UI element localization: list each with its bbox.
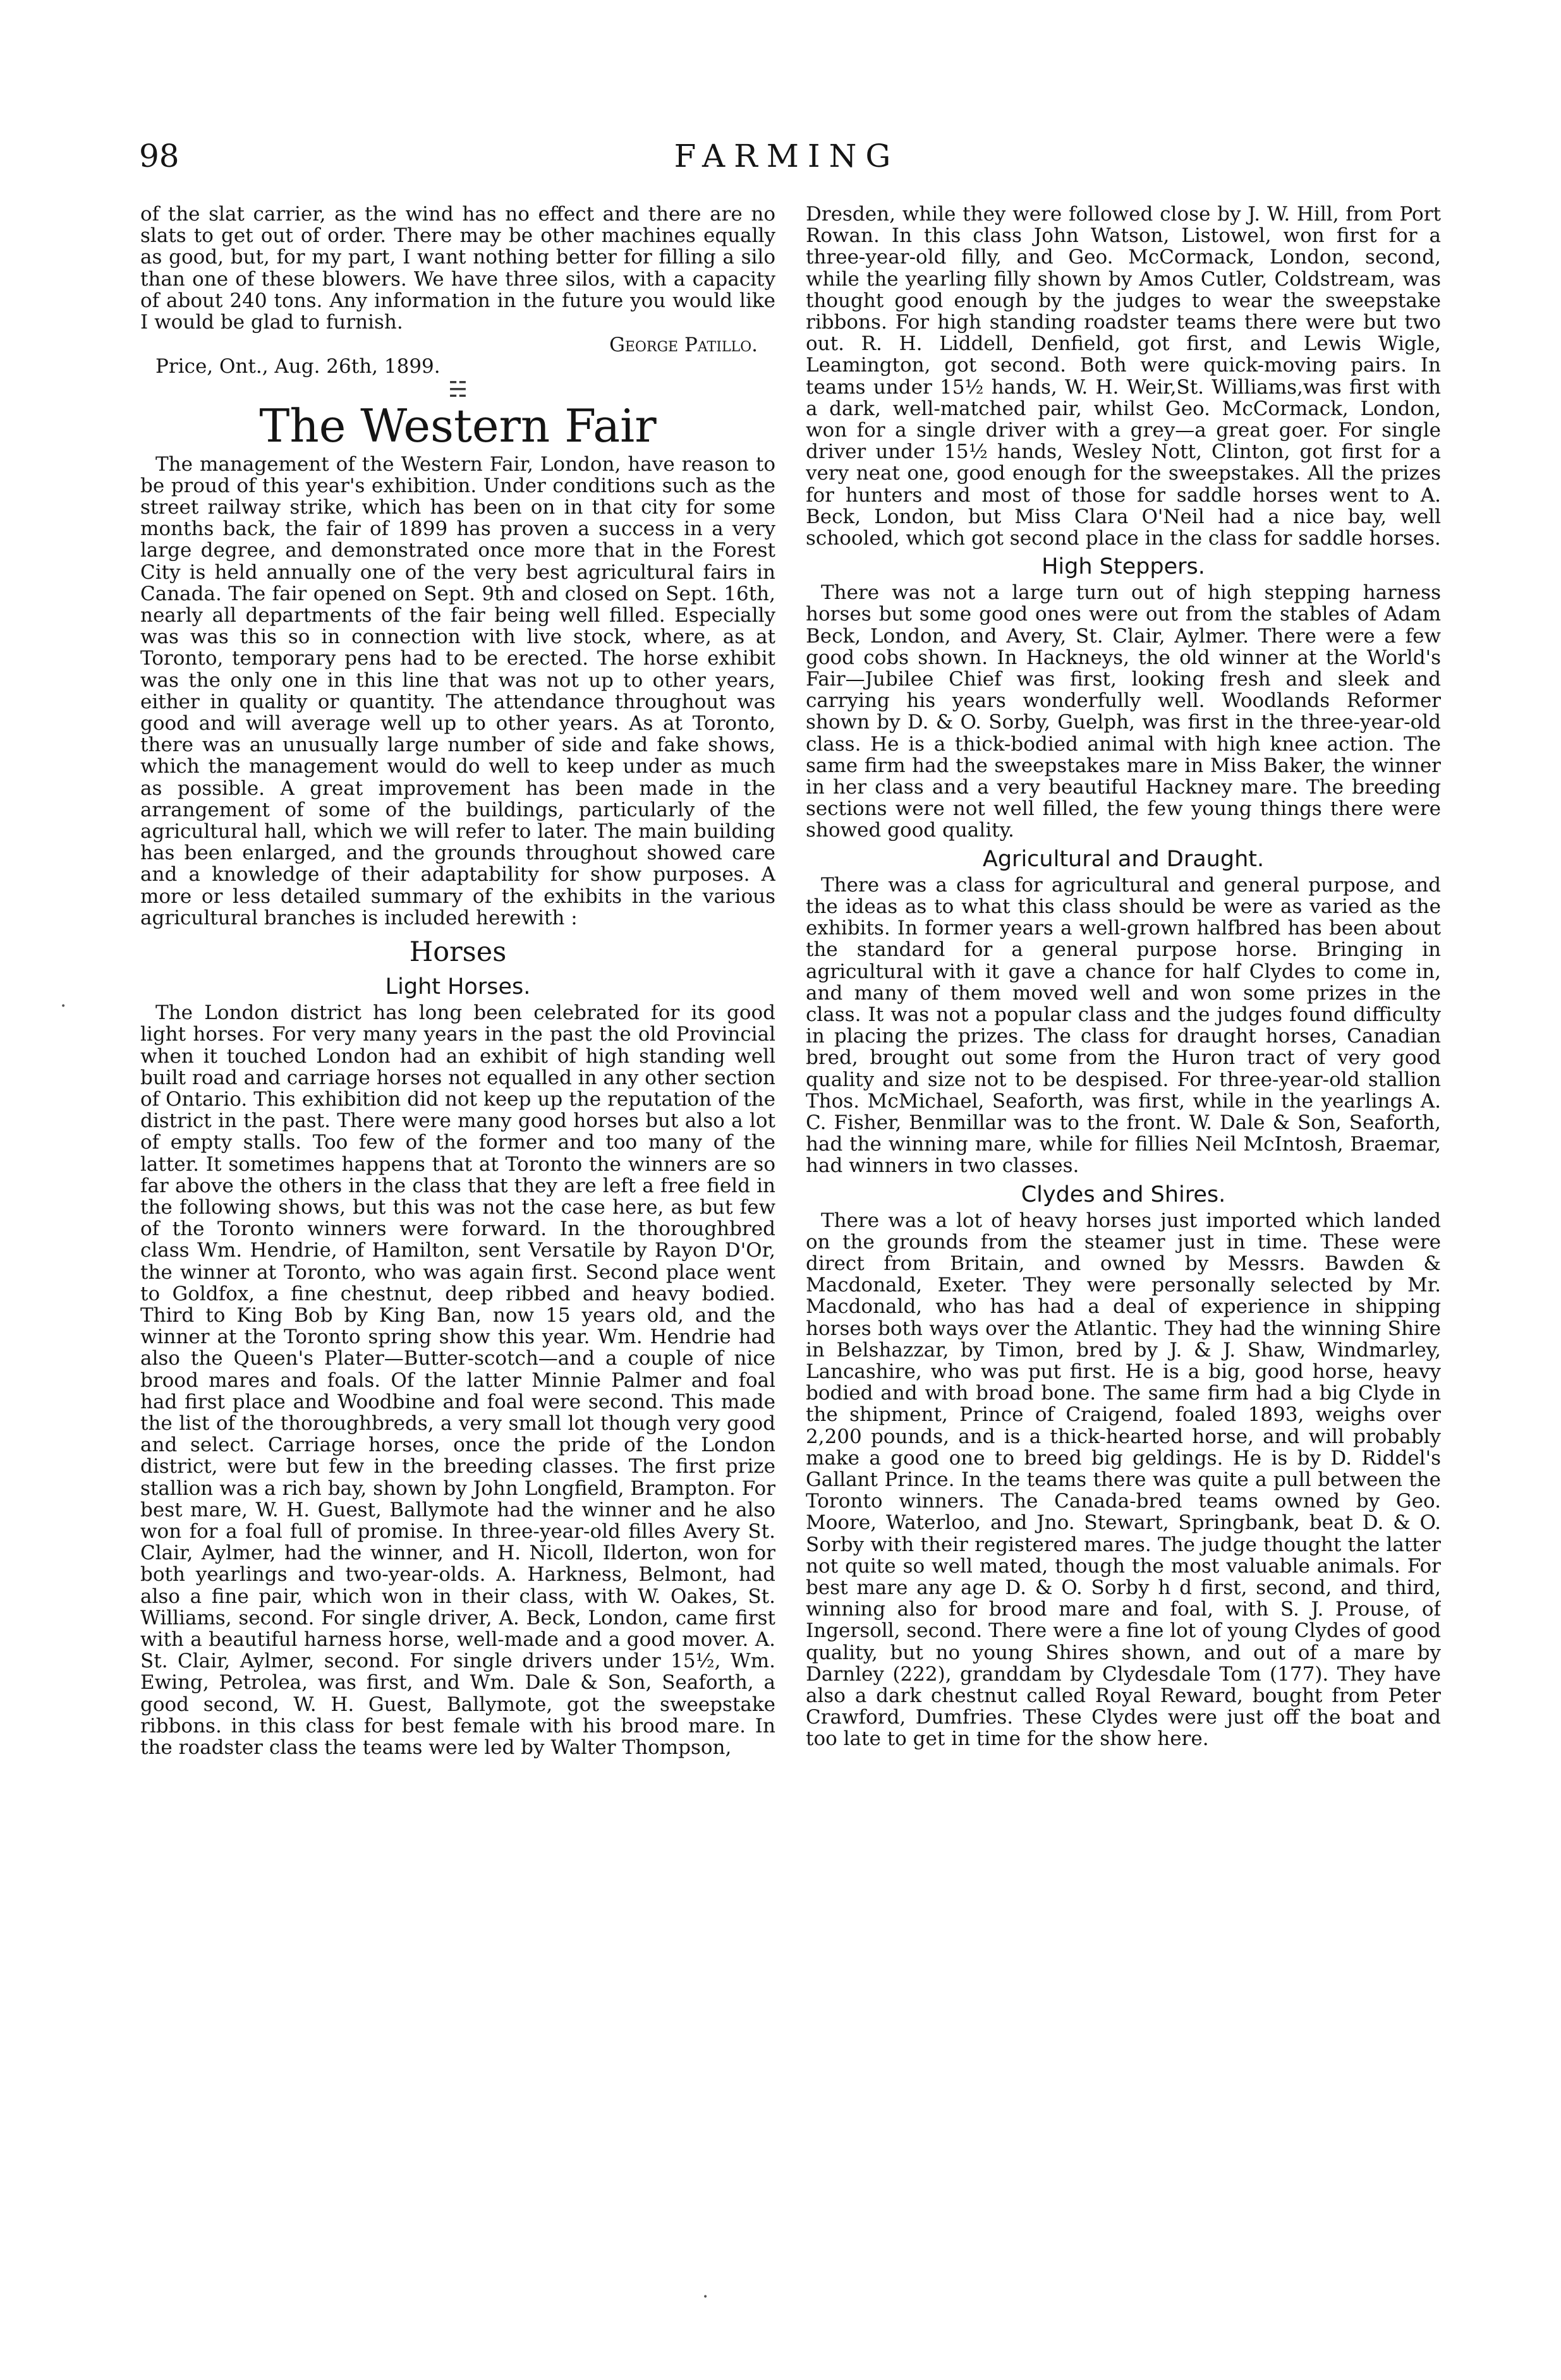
agricultural-draught-body: There was a class for agricultural and general purpose, and the ideas as to what this class should be were as varied as the exhibits. In former years a well-grown halfbred has been about the standard for a general purpose horse. Bringing in agricultural with it gave a chance for half Clydes to come in, and many of them moved well and won some prizes in the class. It was not a popular class and the judges found difficulty in placing the prizes. The class for draught horses, Canadian bred, brought out some from the Huron tract of very good quality and size not to be despised. For three-year-old stallion Thos. McMichael, Seaforth, was first, while in the yearlings A. C. Fisher, Benmillar was to the front. W. Dale & Son, Seaforth, had the winning mare, while for fillies Neil McIntosh, Braemar, had winners in two classes. [806, 873, 1441, 1178]
ornament-icon: ☵ [448, 377, 468, 402]
margin-speck: • [61, 1001, 66, 1012]
letter-body: of the slat carrier, as the wind has no effect and there are no slats to get out of order. There may be other machines equally as good, but, for my part, I want nothing better for filling a silo than one of these blowers. We have three silos, with a capacity of about 240 tons. Any information in the future you would like I would be glad to furnish. [140, 203, 775, 334]
left-column [140, 203, 775, 2295]
subheading-agricultural-draught: Agricultural and Draught. [982, 846, 1265, 872]
letter-signature: George Patillo. [609, 334, 758, 357]
bottom-speck: • [703, 2292, 708, 2302]
high-steppers-body: There was not a large turn out of high stepping harness horses but some good ones were out from the stables of Adam Beck, London, and Avery, St. Clair, Aylmer. There were a few good cobs shown. In Hackneys, the old winner at the World's Fair—Jubilee Chief was first, looking fresh and sleek and carrying his years wonderfully well. Woodlands Reformer shown by D. & O. Sorby, Guelph, was first in the three-year-old class. He is a thick-bodied animal with high knee action. The same firm had the sweepstakes mare in Miss Baker, the winner in her class and a very beautiful Hackney mare. The breeding sections were not well filled, the few young things there were showed good quality. [806, 581, 1441, 842]
right-column [806, 203, 1441, 2295]
page-header [139, 138, 1435, 182]
article-title: The Western Fair [259, 399, 657, 452]
article-intro: The management of the Western Fair, London, have reason to be proud of this year's exhibition. Under conditions such as the street railway strike, which has been on in that city for some months back, the fair of 1899 has proven a success in a very large degree, and demonstrated once more that in the Forest City is held annually one of the very best agricultural fairs in Canada. The fair opened on Sept. 9th and closed on Sept. 16th, nearly all departments of the fair being well filled. Especially was was this so in connection with live stock, where, as at Toronto, temporary pens had to be erected. The horse exhibit was the only one in this line that was not up to other years, either in quality or quantity. The attendance throughout was good and will average well up to other years. As at Toronto, there was an unusually large number of side and fake shows, which the management would do well to keep under as much as possible. A great improvement has been made in the arrangement of some of the buildings, particularly of the agricultural hall, which we will refer to later. The main building has been enlarged, and the grounds throughout showed care and a knowledge of their adaptability for show purposes. A more or less detailed summary of the exhibits in the various agricultural branches is included herewith : [140, 452, 775, 929]
light-horses-body: The London district has long been celebrated for its good light horses. For very many years in the past the old Provincial when it touched London had an exhibit of high standing well built road and carriage horses not equalled in any other section of Ontario. This exhibition did not keep up the reputation of the district in the past. There were many good horses but also a lot of empty stalls. Too few of the former and too many of the latter. It sometimes happens that at Toronto the winners are so far above the others in the class that they are left a free field in the following shows, but this was not the case here, as but few of the Toronto winners were forward. In the thoroughbred class Wm. Hendrie, of Hamilton, sent Versatile by Rayon D'Or, the winner at Toronto, who was again first. Second place went to Goldfox, a fine chestnut, deep ribbed and heavy bodied. Third to King Bob by King Ban, now 15 years old, and the winner at the Toronto spring show this year. Wm. Hendrie had also the Queen's Plater—Butter-scotch—and a couple of nice brood mares and foals. Of the latter Minnie Palmer and foal had first place and Woodbine and foal were second. This made the list of the thoroughbreds, a very small lot though very good and select. Carriage horses, once the pride of the London district, were but few in the breeding classes. The first prize stallion was a rich bay, shown by John Longfield, Brampton. For best mare, W. H. Guest, Ballymote had the winner and he also won for a foal full of promise. In three-year-old filles Avery St. Clair, Aylmer, had the winner, and H. Nicoll, Ilderton, won for both yearlings and two-year-olds. A. Harkness, Belmont, had also a fine pair, which won in their class, with W. Oakes, St. Williams, second. For single driver, A. Beck, London, came first with a beautiful harness horse, well-made and a good mover. A. St. Clair, Aylmer, second. For single drivers under 15½, Wm. Ewing, Petrolea, was first, and Wm. Dale & Son, Seaforth, a good second, W. H. Guest, Ballymote, got the sweepstake ribbons. in this class for best female with his brood mare. In the roadster class the teams were led by Walter Thompson, [140, 1001, 775, 1759]
section-heading-horses: Horses [409, 936, 507, 969]
subheading-clydes-shires: Clydes and Shires. [1021, 1181, 1226, 1207]
page-number: 98 [139, 138, 179, 174]
letter-dateline: Price, Ont., Aug. 26th, 1899. [155, 355, 440, 378]
clydes-shires-body: There was a lot of heavy horses just imported which landed on the grounds from the steamer just in time. These were direct from Britain, and owned by Messrs. Bawden & Macdonald, Exeter. They were personally selected by Mr. Macdonald, who has had a deal of experience in shipping horses both ways over the Atlantic. They had the winning Shire in Belshazzar, by Timon, bred by J. & J. Shaw, Windmarley, Lancashire, who was put first. He is a big, good horse, heavy bodied and with broad bone. The same firm had a big Clyde in the shipment, Prince of Craigend, foaled 1893, weighs over 2,200 pounds, and is a thick-hearted horse, and will probably make a good one to breed big geldings. He is by D. Riddel's Gallant Prince. In the teams there was quite a pull between the Toronto winners. The Canada-bred teams owned by Geo. Moore, Waterloo, and Jno. Stewart, Springbank, beat D. & O. Sorby with their registered mares. The judge thought the latter not quite so well mated, though the most valuable animals. For best mare any age D. & O. Sorby h d first, second, and third, winning also for brood mare and foal, with S. J. Prouse, of Ingersoll, second. There were a fine lot of young Clydes of good quality, but no young Shires shown, and out of a mare by Darnley (222), granddam by Clydesdale Tom (177). They have also a dark chestnut called Royal Reward, bought from Peter Crawford, Dumfries. These Clydes were just off the boat and too late to get in time for the show here. [806, 1209, 1441, 1751]
subheading-high-steppers: High Steppers. [1042, 554, 1205, 580]
running-head: FARMING [674, 138, 900, 174]
subheading-light-horses: Light Horses. [385, 974, 531, 1000]
light-horses-continued: Dresden, while they were followed close by J. W. Hill, from Port Rowan. In this class John Watson, Listowel, won first for a three-year-old filly, and Geo. McCormack, London, second, while the yearling filly shown by Amos Cutler, Coldstream, was thought good enough by the judges to wear the sweepstake ribbons. For high standing roadster teams there were but two out. R. H. Liddell, Denfield, got first, and Lewis Wigle, Leamington, got second. Both were quick-moving pairs. In teams under 15½ hands, W. H. Weir,St. Williams,was first with a dark, well-matched pair, whilst Geo. McCormack, London, won for a single driver with a grey—a great goer. For single driver under 15½ hands, Wesley Nott, Clinton, got first for a very neat one, good enough for the sweepstakes. All the prizes for hunters and most of those for saddle horses went to A. Beck, London, but Miss Clara O'Neil had a nice bay, well schooled, which got second place in the class for saddle horses. [806, 203, 1441, 550]
